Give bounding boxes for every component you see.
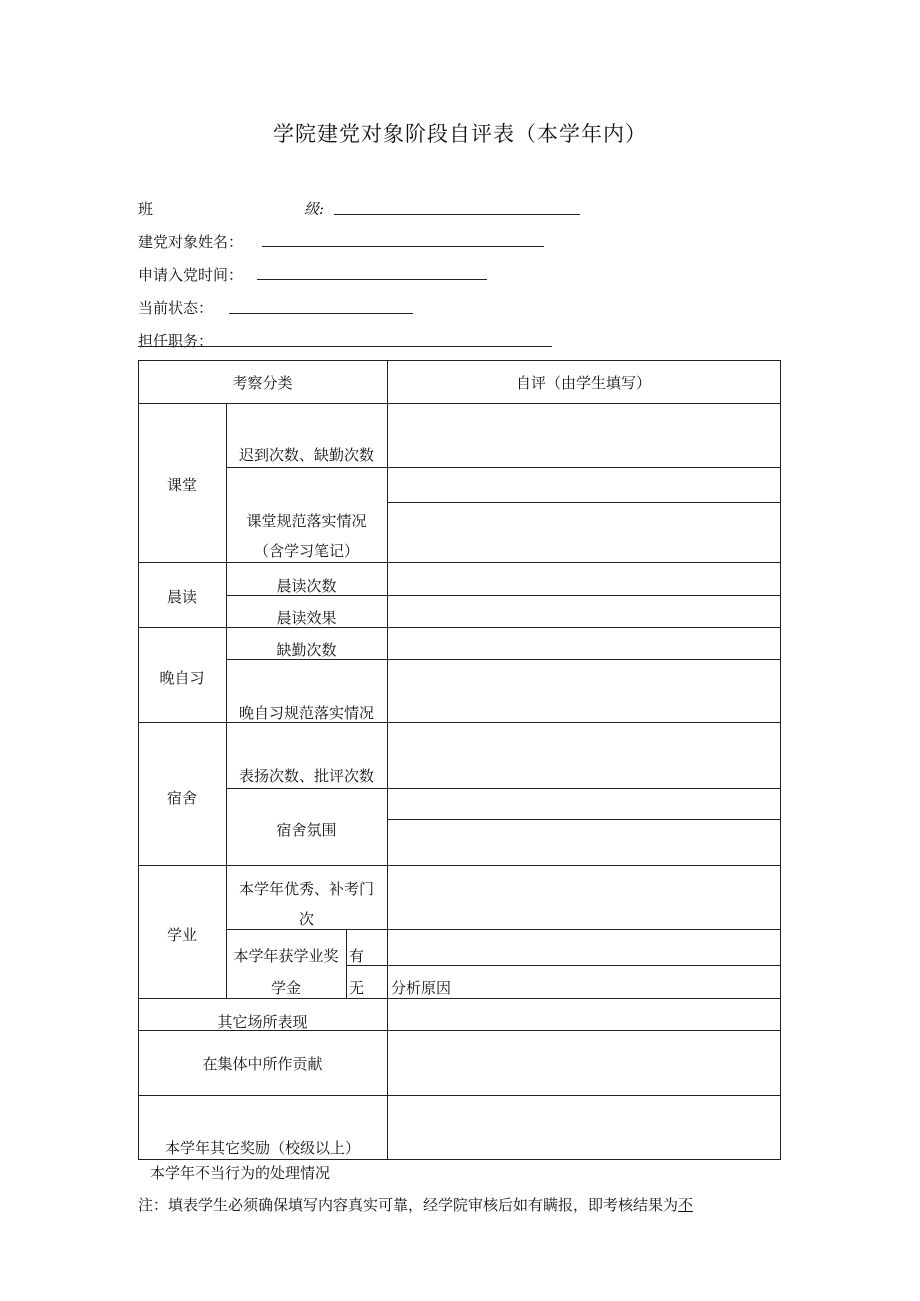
- item-praise-criticism: 表扬次数、批评次数: [238, 767, 374, 785]
- name-label: 建党对象姓名：: [138, 233, 244, 251]
- name-input-line[interactable]: [262, 246, 544, 247]
- misconduct-label: 本学年不当行为的处理情况: [150, 1164, 331, 1182]
- footnote-text: 注：填表学生必须确保填写内容真实可靠，经学院审核后如有瞒报，即考核结果为: [138, 1196, 679, 1214]
- item-class-norms: 课堂规范落实情况: [246, 512, 367, 530]
- item-scholarship-cont: 学金: [270, 979, 301, 997]
- status-input-line[interactable]: [229, 313, 413, 314]
- footnote: [138, 1194, 693, 1215]
- item-evening-absent: 缺勤次数: [276, 641, 337, 659]
- header-category: 考察分类: [232, 374, 293, 392]
- class-label-a: 班: [138, 200, 154, 218]
- category-evening-study: 晚自习: [159, 669, 205, 687]
- item-other-awards: 本学年其它奖励（校级以上）: [164, 1139, 360, 1157]
- analyze-reason-label: 分析原因: [391, 979, 452, 997]
- footnote-tail: 不: [678, 1196, 694, 1214]
- class-input-line[interactable]: [334, 214, 580, 215]
- item-dorm-atmosphere: 宿舍氛围: [276, 821, 337, 839]
- item-excellent-makeup: 本学年优秀、补考门: [238, 880, 374, 898]
- item-excellent-makeup-cont: 次: [298, 910, 314, 928]
- item-morning-effect: 晨读效果: [276, 609, 337, 627]
- item-scholarship: 本学年获学业奖: [233, 947, 339, 965]
- item-morning-count: 晨读次数: [276, 577, 337, 595]
- category-study: 学业: [166, 926, 197, 944]
- category-classroom: 课堂: [166, 476, 197, 494]
- apply-time-label: 申请入党时间：: [138, 266, 244, 284]
- item-other-places: 其它场所表现: [217, 1013, 308, 1031]
- scholarship-yes[interactable]: 有: [349, 947, 365, 965]
- category-morning-reading: 晨读: [166, 588, 197, 606]
- page-title: 学院建党对象阶段自评表（本学年内）: [273, 122, 647, 146]
- position-input-line[interactable]: [138, 346, 552, 347]
- category-dorm: 宿舍: [166, 789, 197, 807]
- position-label: 担任职务：: [138, 332, 214, 350]
- scholarship-no[interactable]: 无: [349, 979, 365, 997]
- item-contribution: 在集体中所作贡献: [202, 1055, 323, 1073]
- header-self-eval: 自评（由学生填写）: [515, 374, 651, 392]
- class-label-b: 级:: [304, 200, 325, 218]
- item-late-absent: 迟到次数、缺勤次数: [238, 446, 374, 464]
- apply-time-input-line[interactable]: [257, 279, 487, 280]
- item-evening-norms: 晚自习规范落实情况: [238, 704, 374, 722]
- status-label: 当前状态：: [138, 299, 214, 317]
- item-class-norms-note: （含学习笔记）: [253, 542, 359, 560]
